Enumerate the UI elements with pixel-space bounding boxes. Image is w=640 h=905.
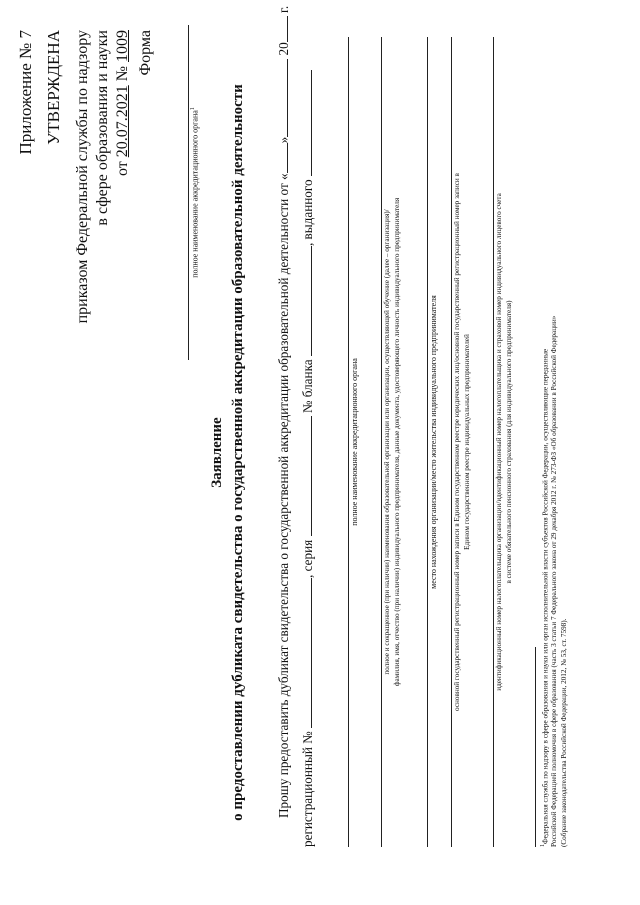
agency-field-caption: полное наименование аккредитационного органа [350,358,359,526]
reg-number-field[interactable] [311,578,312,728]
order-number: 1009 [114,30,131,62]
month-field[interactable] [287,59,288,137]
order-line-1: приказом Федеральной службы по надзору [74,30,91,324]
organization-caption-line-1: полное и сокращенное (при наличии) наименования образовательной организации или организации, осуществляющей обучение (далее – организация)/ [383,209,391,675]
quote-close: » [276,136,291,144]
appendix-number: Приложение № 7 [16,30,35,155]
form-label: Форма [137,30,154,76]
day-field[interactable] [287,143,288,173]
blank-number-field[interactable] [311,246,312,356]
location-field-line[interactable] [427,37,428,847]
footnote-mark: 1 [540,844,546,847]
agency-field-line[interactable] [348,37,349,847]
order-from-label: от [114,161,131,177]
ogrn-caption-line-1: основной государственный регистрационный номер записи в Едином государственном реестре юридических лиц/основной государственный регистрационный номер записи в [453,173,461,711]
footnote-line-3: (Собрание законодательства Российской Федерации, 2012, № 53, ст. 7598). [560,618,568,847]
approved-label: УТВЕРЖДЕНА [44,30,63,145]
agency-header-line [188,25,189,360]
footnote-line-2: Российской Федерацией полномочия в сфере образования (часть 3 статьи 7 Федерального закона от 29 декабря 2012 г. № 273-ФЗ «Об образовании в Российской Федерации» [550,315,558,847]
request-details-row [300,70,316,847]
ogrn-caption-line-2: Едином государственном реестре индивидуальных предпринимателей [463,334,471,550]
organization-field-line[interactable] [381,37,382,847]
series-field[interactable] [311,416,312,536]
year-prefix: 20 [276,42,291,56]
order-number-sign: № [114,66,131,82]
reg-number-label: регистрационный № [300,731,315,847]
request-text: Прошу предоставить дубликат свидетельства о государственной аккредитации образовательной деятельности от « [276,173,291,818]
inn-field-line[interactable] [493,37,494,847]
order-line-2: в сфере образования и науки [94,30,111,226]
year-suffix: г. [276,5,291,13]
footnote-ref-mark: 1 [190,107,196,111]
issued-label: , выданного [300,179,315,247]
request-text-row [276,6,292,818]
inn-caption-line-2: в системе обязательного пенсионного страхования (для индивидуального предпринимателя) [505,300,513,584]
location-field-caption: место нахождения организации/место жительства индивидуального предпринимателя [429,295,438,589]
document-title-word: Заявление [209,417,225,488]
blank-number-label: № бланка [300,359,315,414]
issued-by-field[interactable] [311,70,312,176]
year-field[interactable] [287,16,288,42]
organization-caption-line-2: фамилия, имя, отчество (при наличии) индивидуального предпринимателя, данные документа, удостоверяющего личность индивидуального предпринимателя [393,197,401,687]
order-date-number [114,30,132,176]
footnote-line-1: $^1$Федеральная служба по надзору в сфере образования и науки или орган исполнительной власти субъектов Российской Федерации, осуществляющие переданные [540,348,550,847]
order-date: 20.07.2021 [114,85,131,158]
footnote-separator [535,647,536,847]
document-title-line: о предоставлении дубликата свидетельства о государственной аккредитации образовательной деятельности [230,84,246,821]
series-label: , серия [300,539,315,578]
agency-header-caption: полное наименование аккредитационного органа$^1$ [190,107,200,278]
ogrn-field-line[interactable] [451,37,452,847]
inn-caption-line-1: идентификационный номер налогоплательщика организации/идентификационный номер налогоплательщика и страховой номер индивидуального лицевого счета [495,193,503,691]
